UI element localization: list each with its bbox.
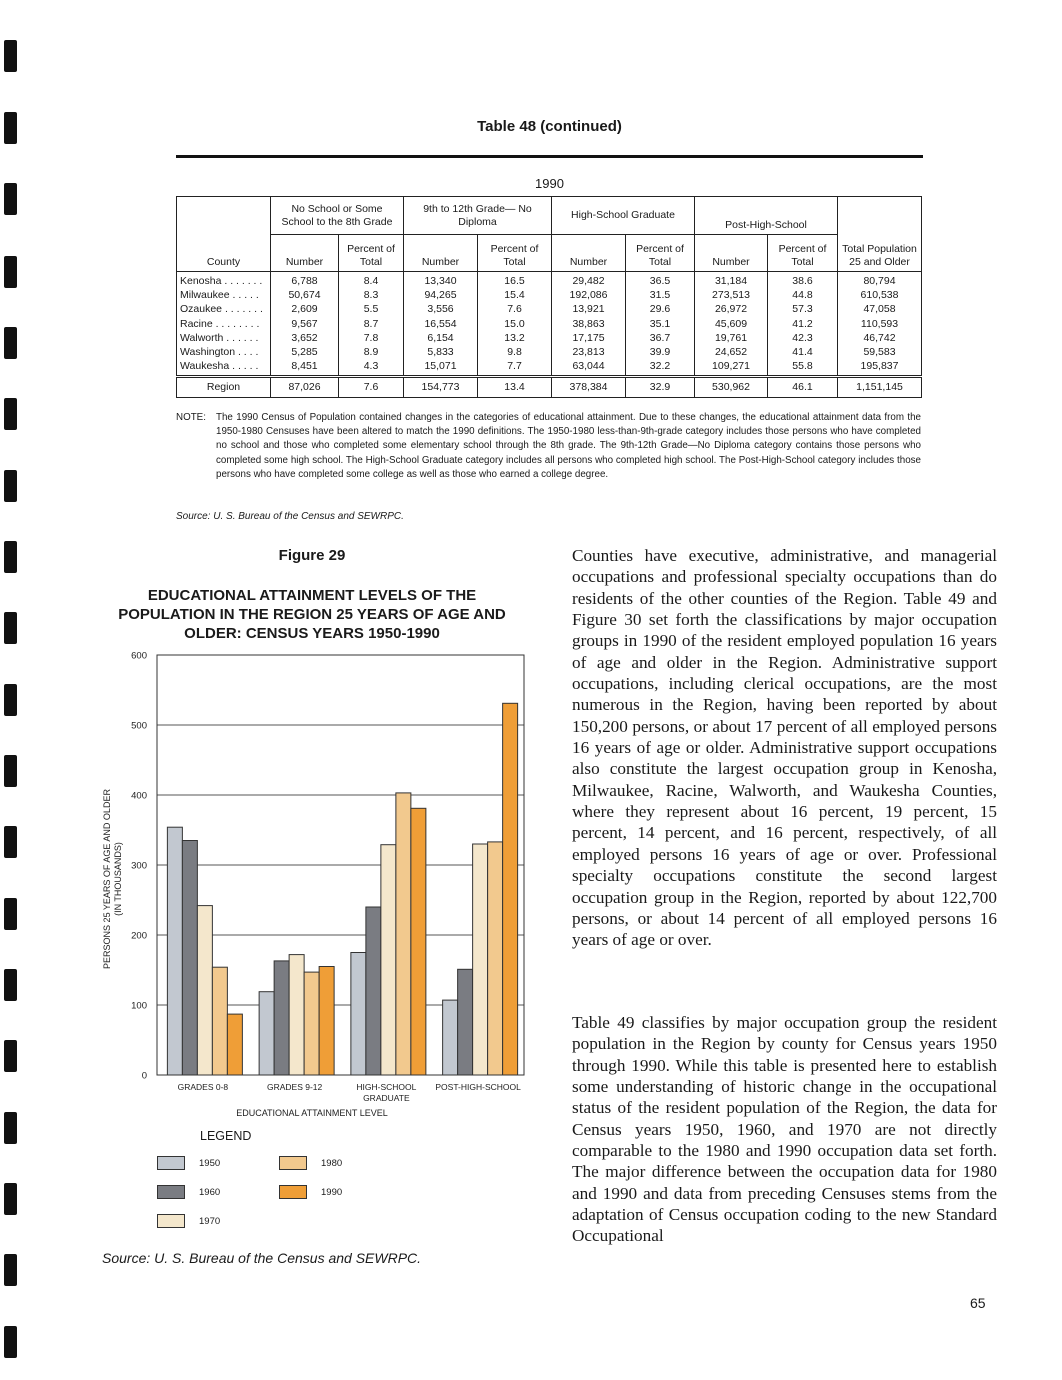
legend-label-1970: 1970	[199, 1215, 221, 1227]
bar-1970-1	[197, 906, 212, 1075]
cell: 15.0	[478, 317, 552, 331]
binder-hole	[4, 898, 17, 930]
cell: 42.3	[768, 331, 838, 345]
cell: 36.7	[626, 331, 695, 345]
x-category-label: POST-HIGH-SCHOOL	[435, 1082, 521, 1092]
cell: 41.2	[768, 317, 838, 331]
bar-1970-2	[289, 955, 304, 1075]
table-year-label: 1990	[535, 176, 564, 191]
y-tick-label: 500	[131, 720, 147, 732]
cell: 29.6	[626, 302, 695, 316]
bar-1980-3	[396, 793, 411, 1075]
binder-hole	[4, 826, 17, 858]
y-tick-label: 600	[131, 650, 147, 662]
attainment-table	[176, 196, 922, 398]
header-high-school: High-School Graduate	[552, 197, 695, 235]
cell-county: Racine . . . . . . . .	[177, 317, 271, 331]
table-row	[177, 288, 922, 302]
table-source: Source: U. S. Bureau of the Census and SEWRPC.	[176, 511, 404, 522]
note-text: The 1990 Census of Population contained changes in the categories of educational attainment. Due to these changes, the educational attainment data from the 1950-1980 Censuses have been altered to match the 1990 definitions. The 1950-1980 less-than-9th-grade category includes those persons who have completed no school and those who completed some elementary school through the 8th grade. The 9th-12th Grade—No Diploma category contains those persons who completed some high school. The High-School Graduate category includes all persons who completed high school. The Post-High-School category includes those persons who have completed some college as well as those who earned a college degree.	[216, 412, 921, 480]
cell-county: Ozaukee . . . . . . .	[177, 302, 271, 316]
cell-county: Milwaukee . . . . .	[177, 288, 271, 302]
table-title: Table 48 (continued)	[477, 118, 622, 135]
x-category-label: GRADUATE	[363, 1093, 410, 1103]
cell: 16,554	[404, 317, 478, 331]
legend-label-1950: 1950	[199, 1157, 221, 1169]
legend-item-1970	[157, 1214, 220, 1228]
header-number: Number	[271, 235, 339, 272]
cell: 15.4	[478, 288, 552, 302]
cell: 23,813	[552, 345, 626, 359]
bar-1990-4	[503, 703, 518, 1075]
binder-hole	[4, 1040, 17, 1072]
cell: 50,674	[271, 288, 339, 302]
cell: 8.9	[339, 345, 404, 359]
binder-hole	[4, 183, 17, 215]
header-percent: Percent of Total	[768, 235, 838, 272]
legend-swatch-1950	[157, 1156, 185, 1170]
legend-item-1960	[157, 1185, 220, 1199]
cell: 7.7	[478, 359, 552, 377]
attainment-bar-chart	[100, 645, 540, 1145]
cell-county: Waukesha . . . . .	[177, 359, 271, 377]
table-row	[177, 272, 922, 289]
binder-hole	[4, 755, 17, 787]
cell: 46,742	[838, 331, 922, 345]
header-percent: Percent of Total	[478, 235, 552, 272]
cell: 273,513	[695, 288, 768, 302]
legend-swatch-1980	[279, 1156, 307, 1170]
cell: 32.9	[626, 377, 695, 398]
cell: 31.5	[626, 288, 695, 302]
binder-hole	[4, 1112, 17, 1144]
cell: 530,962	[695, 377, 768, 398]
cell: 24,652	[695, 345, 768, 359]
cell: 13,921	[552, 302, 626, 316]
cell: 15,071	[404, 359, 478, 377]
cell: 1,151,145	[838, 377, 922, 398]
cell: 16.5	[478, 272, 552, 289]
cell: 55.8	[768, 359, 838, 377]
figure-source: Source: U. S. Bureau of the Census and SEWRPC.	[102, 1250, 422, 1266]
cell: 46.1	[768, 377, 838, 398]
cell: 39.9	[626, 345, 695, 359]
cell: 9,567	[271, 317, 339, 331]
table-total-row	[177, 377, 922, 398]
cell: 5,833	[404, 345, 478, 359]
binder-hole	[4, 1254, 17, 1286]
cell: 26,972	[695, 302, 768, 316]
bar-1950-3	[351, 953, 366, 1076]
bar-1950-4	[443, 1000, 458, 1075]
cell: 63,044	[552, 359, 626, 377]
header-no-school: No School or Some School to the 8th Grade	[271, 197, 404, 235]
cell: 41.4	[768, 345, 838, 359]
y-tick-label: 200	[131, 930, 147, 942]
cell: 7.8	[339, 331, 404, 345]
header-number: Number	[404, 235, 478, 272]
cell: 13.2	[478, 331, 552, 345]
cell: 38,863	[552, 317, 626, 331]
cell: 80,794	[838, 272, 922, 289]
cell: 8.7	[339, 317, 404, 331]
legend-item-1980	[279, 1156, 342, 1170]
bar-1990-2	[319, 967, 334, 1076]
cell: 38.6	[768, 272, 838, 289]
legend-swatch-1990	[279, 1185, 307, 1199]
bar-1980-2	[304, 972, 319, 1075]
cell: 8.3	[339, 288, 404, 302]
x-category-label: GRADES 0-8	[177, 1082, 229, 1092]
y-tick-label: 400	[131, 790, 147, 802]
bar-1950-1	[167, 827, 182, 1075]
table-note	[176, 411, 921, 482]
cell: 5.5	[339, 302, 404, 316]
bar-1970-3	[381, 845, 396, 1075]
legend-swatch-1960	[157, 1185, 185, 1199]
binder-hole	[4, 470, 17, 502]
figure-label: Figure 29	[278, 547, 346, 564]
cell: 109,271	[695, 359, 768, 377]
x-category-label: HIGH-SCHOOL	[356, 1082, 417, 1092]
bar-1980-4	[488, 842, 503, 1075]
cell: 57.3	[768, 302, 838, 316]
binder-hole	[4, 40, 17, 72]
legend-label-1990: 1990	[321, 1186, 343, 1198]
header-percent: Percent of Total	[339, 235, 404, 272]
cell: 8.4	[339, 272, 404, 289]
cell: 6,154	[404, 331, 478, 345]
cell: 45,609	[695, 317, 768, 331]
figure-title: EDUCATIONAL ATTAINMENT LEVELS OF THE POPULATION IN THE REGION 25 YEARS OF AGE AND OLDER: CENSUS YEARS 1950-1990	[118, 587, 506, 642]
cell-county: Washington . . . .	[177, 345, 271, 359]
cell: 13.4	[478, 377, 552, 398]
cell: 7.6	[339, 377, 404, 398]
cell: 2,609	[271, 302, 339, 316]
legend-item-1950	[157, 1156, 220, 1170]
bar-1950-2	[259, 992, 274, 1075]
binder-hole	[4, 969, 17, 1001]
cell: 35.1	[626, 317, 695, 331]
cell: 29,482	[552, 272, 626, 289]
x-category-label: GRADES 9-12	[266, 1082, 323, 1092]
cell: 3,652	[271, 331, 339, 345]
cell-region: Region	[177, 377, 271, 398]
bar-1970-4	[473, 844, 488, 1075]
header-county: County	[177, 197, 271, 272]
cell: 59,583	[838, 345, 922, 359]
legend-label-1980: 1980	[321, 1157, 343, 1169]
table-row	[177, 331, 922, 345]
binder-hole	[4, 1326, 17, 1358]
bar-1990-1	[227, 1014, 242, 1075]
y-axis-label: (IN THOUSANDS)	[113, 842, 123, 916]
cell: 44.8	[768, 288, 838, 302]
body-paragraph: Counties have executive, administrative, and managerial occupations and professional specialty occupations than do residents of the other counties of the Region. Table 49 and Figure 30 set forth the classifications by major occupation groups in 1990 of the resident employed population 16 years of age and older in the Region. Administrative support occupations, including clerical occupations, are the most numerous in the Region, having been reported by about 150,200 persons, or about 17 percent of all employed persons 16 years of age or older. Administrative support occupations also constitute the largest occupation group in Kenosha, Milwaukee, Racine, Walworth, and Waukesha Counties, where they represent about 16 percent, 19 percent, 15 percent, 14 percent, and 16 percent, respectively, of all employed persons 16 years of age or over. Professional specialty occupations constitute the second largest occupation group in the Region, reported by about 122,700 persons, or about 14 percent of all employed persons 16 years of age or over.	[572, 546, 997, 950]
y-tick-label: 100	[131, 1000, 147, 1012]
binder-hole	[4, 398, 17, 430]
cell: 94,265	[404, 288, 478, 302]
cell: 17,175	[552, 331, 626, 345]
cell: 47,058	[838, 302, 922, 316]
bar-1980-1	[212, 967, 227, 1075]
cell: 32.2	[626, 359, 695, 377]
cell: 3,556	[404, 302, 478, 316]
y-tick-label: 300	[131, 860, 147, 872]
cell: 8,451	[271, 359, 339, 377]
cell: 4.3	[339, 359, 404, 377]
header-total: Total Population 25 and Older	[838, 197, 922, 272]
bar-1990-3	[411, 808, 426, 1075]
binder-hole	[4, 684, 17, 716]
cell: 110,593	[838, 317, 922, 331]
cell: 6,788	[271, 272, 339, 289]
header-post-high: Post-High-School	[695, 197, 838, 235]
header-number: Number	[552, 235, 626, 272]
x-axis-label: EDUCATIONAL ATTAINMENT LEVEL	[236, 1108, 388, 1118]
y-axis-label: PERSONS 25 YEARS OF AGE AND OLDER	[102, 789, 112, 969]
binder-hole	[4, 112, 17, 144]
legend-swatch-1970	[157, 1214, 185, 1228]
table-row	[177, 302, 922, 316]
binder-hole	[4, 612, 17, 644]
cell: 154,773	[404, 377, 478, 398]
cell: 31,184	[695, 272, 768, 289]
cell: 19,761	[695, 331, 768, 345]
cell: 192,086	[552, 288, 626, 302]
legend-label-1960: 1960	[199, 1186, 221, 1198]
cell: 5,285	[271, 345, 339, 359]
cell: 610,538	[838, 288, 922, 302]
table-top-rule	[176, 155, 923, 158]
binder-hole	[4, 327, 17, 359]
binder-hole	[4, 256, 17, 288]
cell: 7.6	[478, 302, 552, 316]
binder-hole	[4, 1183, 17, 1215]
note-label: NOTE:	[176, 412, 206, 423]
header-number: Number	[695, 235, 768, 272]
table-row	[177, 317, 922, 331]
cell: 378,384	[552, 377, 626, 398]
cell-county: Kenosha . . . . . . .	[177, 272, 271, 289]
cell-county: Walworth . . . . . .	[177, 331, 271, 345]
cell: 87,026	[271, 377, 339, 398]
cell: 195,837	[838, 359, 922, 377]
binder-hole	[4, 541, 17, 573]
cell: 13,340	[404, 272, 478, 289]
bar-1960-4	[458, 969, 473, 1075]
binder-holes	[0, 0, 32, 1380]
cell: 36.5	[626, 272, 695, 289]
table-row	[177, 359, 922, 377]
table-row	[177, 345, 922, 359]
cell: 9.8	[478, 345, 552, 359]
bar-1960-3	[366, 907, 381, 1075]
bar-1960-1	[182, 841, 197, 1076]
header-9th-12th: 9th to 12th Grade— No Diploma	[404, 197, 552, 235]
body-paragraph: Table 49 classifies by major occupation group the resident population in the Region by county for Census years 1950 through 1990. While this table is presented here to establish some understanding of historic change in the occupational status of the resident population of the Region, the data for Census years 1950, 1960, and 1970 are not directly comparable to the 1980 and 1990 occupation data set forth. The major difference between the occupation data for 1980 and 1990 and data from preceding Censuses stems from the adaptation of Census occupation coding to the new Standard Occupational	[572, 1013, 997, 1246]
header-percent: Percent of Total	[626, 235, 695, 272]
legend-title: LEGEND	[200, 1129, 252, 1143]
bar-1960-2	[274, 961, 289, 1075]
y-tick-label: 0	[141, 1070, 147, 1082]
page-number: 65	[970, 1295, 986, 1311]
legend-item-1990	[279, 1185, 342, 1199]
